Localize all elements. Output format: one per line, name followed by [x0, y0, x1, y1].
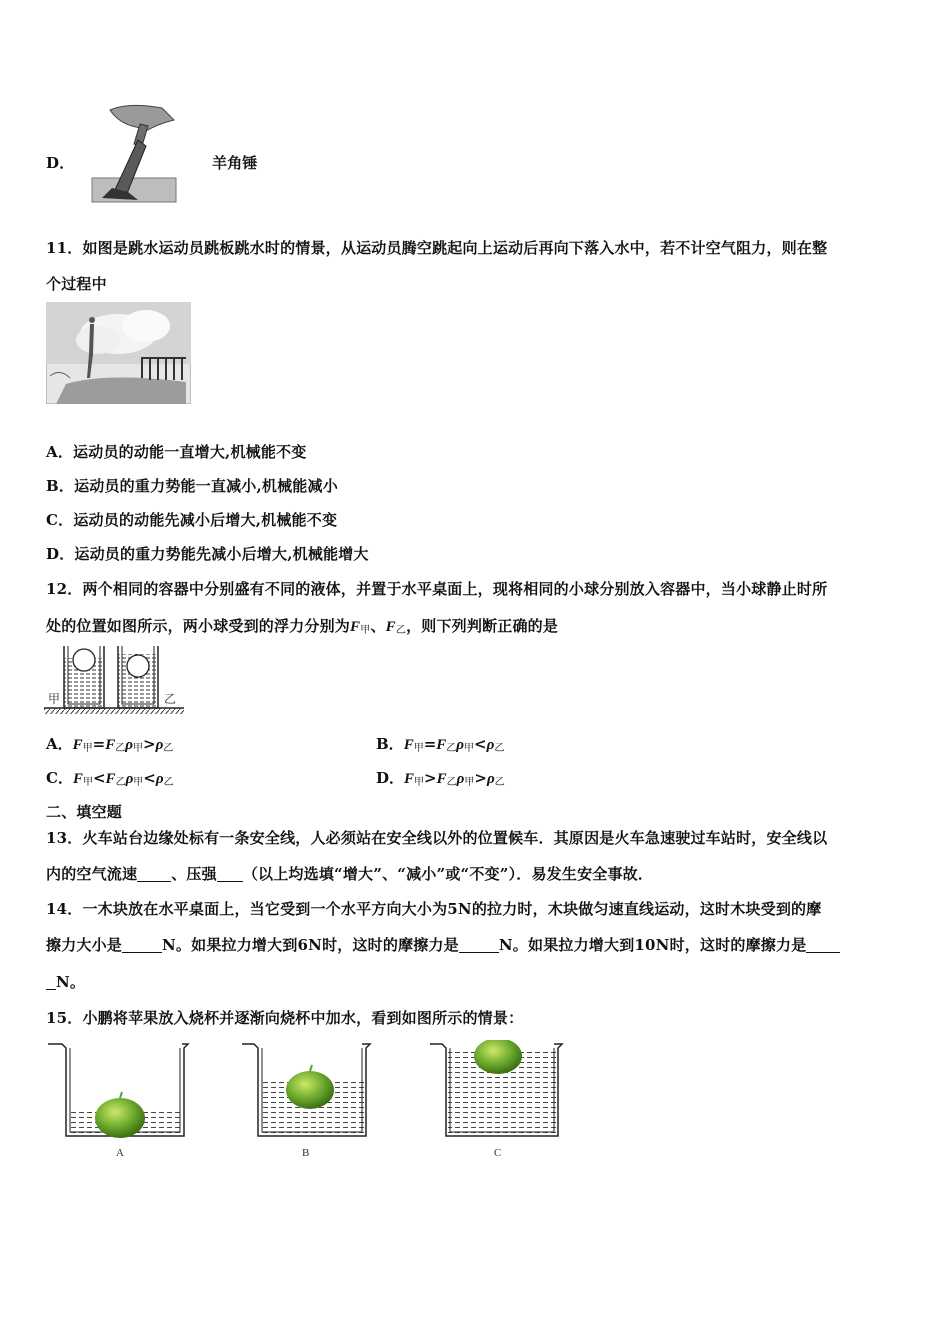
section-title-fill-in: 二、填空题	[46, 803, 123, 821]
beaker-b	[242, 1044, 370, 1136]
q14-line2: 擦力大小是 N。如果拉力增大到6N时，这时的摩擦力是 N。如果拉力增大到10N时，这时的摩擦力是	[46, 934, 840, 955]
q14-line3: N。	[46, 971, 85, 992]
beaker-label-a: A	[116, 1147, 124, 1159]
q12-option-d: D．$F_甲>F_乙\rho_甲>\rho_乙$	[376, 769, 505, 788]
q11-option-c: C．运动员的动能先减小后增大,机械能不变	[46, 511, 338, 529]
q12-option-c: C．$F_甲<F_乙\rho_甲<\rho_乙$	[46, 769, 174, 788]
diving-figure	[46, 302, 191, 404]
q12-stem-line1: 12．两个相同的容器中分别盛有不同的液体，并置于水平桌面上，现将相同的小球分别放入容器中，当小球静止时所	[46, 580, 828, 598]
q11-stem-line2: 个过程中	[46, 275, 107, 293]
q11-stem-line1: 11．如图是跳水运动员跳板跳水时的情景，从运动员腾空跳起向上运动后再向下落入水中，若不计空气阻力，则在整	[46, 239, 828, 257]
q13-blank-2[interactable]	[217, 867, 243, 882]
beaker-c	[430, 1040, 562, 1136]
beaker-label-c: C	[494, 1147, 502, 1159]
q12-option-a: A．$F_甲=F_乙\rho_甲>\rho_乙$	[46, 735, 174, 754]
q13-line1: 13．火车站台边缘处标有一条安全线，人必须站在安全线以外的位置候车．其原因是火车急速驶过车站时，安全线以	[46, 829, 828, 847]
claw-hammer-figure	[88, 100, 184, 206]
fig-label-yi: 乙	[164, 692, 177, 706]
q14-blank-2[interactable]	[459, 938, 499, 953]
fig-label-jia: 甲	[48, 692, 61, 706]
beaker-a	[48, 1044, 188, 1138]
q10-option-d-label: 羊角锤	[212, 154, 258, 172]
q14-blank-3-cont[interactable]	[46, 975, 56, 990]
q11-option-a: A．运动员的动能一直增大,机械能不变	[46, 443, 307, 461]
q12-option-b: B．$F_甲=F_乙\rho_甲<\rho_乙$	[376, 735, 505, 754]
q14-blank-1[interactable]	[122, 938, 162, 953]
q11-option-b: B．运动员的重力势能一直减小,机械能减小	[46, 477, 338, 495]
q14-blank-3[interactable]	[806, 938, 840, 953]
apple-beakers-figure	[46, 1040, 566, 1142]
q15-stem: 15．小鹏将苹果放入烧杯并逐渐向烧杯中加水，看到如图所示的情景：	[46, 1009, 524, 1027]
q11-option-d: D．运动员的重力势能先减小后增大,机械能增大	[46, 545, 369, 563]
beaker-label-b: B	[302, 1147, 310, 1159]
q14-line1: 14．一木块放在水平桌面上，当它受到一个水平方向大小为5N的拉力时，木块做匀速直线运动，这时木块受到的摩	[46, 900, 822, 918]
two-containers-figure	[44, 644, 184, 714]
q13-line2: 内的空气流速 、压强 （以上均选填“增大”、“减小”或“不变”）．易发生安全事故．	[46, 865, 654, 883]
q12-stem-line2: 处的位置如图所示，两小球受到的浮力分别为$F_甲$、$F_乙$，则下列判断正确的是	[46, 617, 559, 636]
q10-option-d-prefix: D．	[46, 154, 75, 172]
q13-blank-1[interactable]	[137, 867, 171, 882]
